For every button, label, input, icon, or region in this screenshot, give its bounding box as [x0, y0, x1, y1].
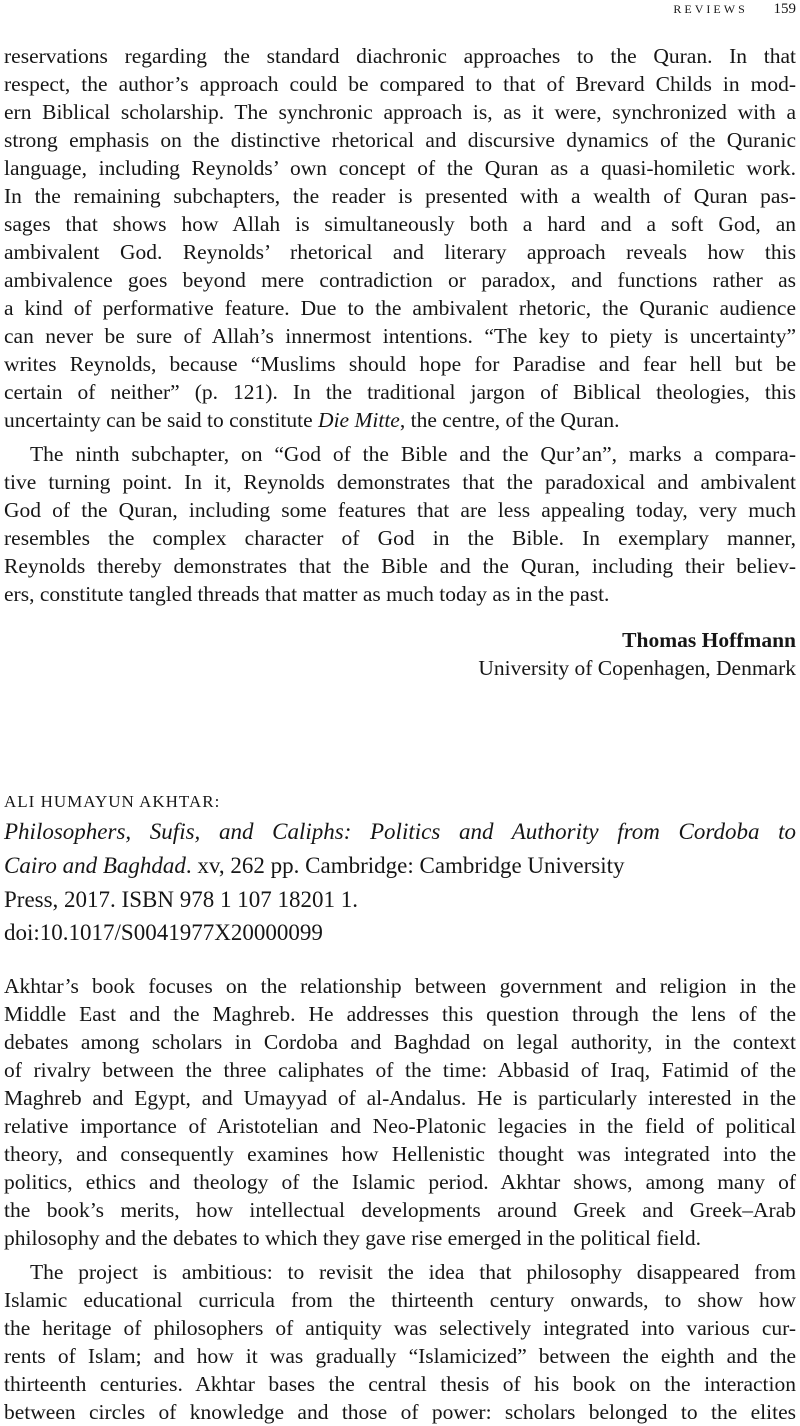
text-line: writes Reynolds, because “Muslims should hope for Paradise and fear hell but be	[4, 352, 796, 376]
text-line: Reynolds thereby demonstrates that the Bible and the Quran, including their believ-	[4, 554, 796, 578]
text-line: theory, and consequently examines how Hellenistic thought was integrated into the	[4, 1142, 796, 1166]
book-title-line	[4, 851, 796, 881]
reviewer-name: Thomas Hoffmann	[622, 628, 796, 652]
book-publication: . xv, 262 pp. Cambridge: Cambridge University	[185, 853, 625, 878]
text-line: reservations regarding the standard diachronic approaches to the Quran. In that	[4, 44, 796, 68]
running-head	[673, 0, 796, 20]
book-publication-line: Press, 2017. ISBN 978 1 107 18201 1.	[4, 887, 358, 912]
text-line: philosophy and the debates to which they gave rise emerged in the political field.	[4, 1226, 701, 1250]
text-line: politics, ethics and theology of the Islamic period. Akhtar shows, among many of	[4, 1170, 796, 1194]
text-line: strong emphasis on the distinctive rhetorical and discursive dynamics of the Quranic	[4, 128, 796, 152]
text-line: ers, constitute tangled threads that matter as much today as in the past.	[4, 582, 610, 606]
text-line: thirteenth centuries. Akhtar bases the central thesis of his book on the interaction	[4, 1372, 796, 1396]
text-line: rents of Islam; and how it was gradually “Islamicized” between the eighth and the	[4, 1344, 796, 1368]
text-line: ern Biblical scholarship. The synchronic approach is, as it were, synchronized with a	[4, 100, 796, 124]
text-line: Akhtar’s book focuses on the relationship between government and religion in the	[4, 974, 796, 998]
reviewer-affiliation: University of Copenhagen, Denmark	[478, 656, 796, 680]
text-line: The project is ambitious: to revisit the idea that philosophy disappeared from	[30, 1260, 796, 1284]
text-line: between circles of knowledge and those of power: scholars belonged to the elites	[4, 1400, 796, 1424]
text-run: , the centre, of the Quran.	[399, 408, 620, 432]
book-title-cont: Cairo and Baghdad	[4, 853, 186, 878]
text-line: the heritage of philosophers of antiquity was selectively integrated into various cur-	[4, 1316, 796, 1340]
text-line: The ninth subchapter, on “God of the Bible and the Qur’an”, marks a compara-	[30, 442, 796, 466]
text-line: Middle East and the Maghreb. He addresses this question through the lens of the	[4, 1002, 796, 1026]
text-line: of rivalry between the three caliphates of the time: Abbasid of Iraq, Fatimid of the	[4, 1058, 796, 1082]
book-title-line	[4, 817, 796, 847]
book-author: ALI HUMAYUN AKHTAR:	[4, 792, 221, 811]
page-number: 159	[773, 1, 796, 17]
italic-term: Die Mitte	[318, 408, 400, 432]
text-line: debates among scholars in Cordoba and Baghdad on legal authority, in the context	[4, 1030, 796, 1054]
text-line: a kind of performative feature. Due to the ambivalent rhetoric, the Quranic audience	[4, 296, 796, 320]
text-run: uncertainty can be said to constitute	[4, 408, 319, 432]
section-title: REVIEWS	[673, 2, 748, 16]
text-line: respect, the author’s approach could be compared to that of Brevard Childs in mod-	[4, 72, 796, 96]
text-line: Islamic educational curricula from the thirteenth century onwards, to show how	[4, 1288, 796, 1312]
text-line: In the remaining subchapters, the reader is presented with a wealth of Quran pas-	[4, 184, 796, 208]
book-title: Philosophers, Sufis, and Caliphs: Politics and Authority from Cordoba to	[4, 819, 796, 844]
text-line: certain of neither” (p. 121). In the traditional jargon of Biblical theologies, this	[4, 380, 796, 404]
text-line: God of the Quran, including some features that are less appealing today, very much	[4, 498, 796, 522]
text-line: sages that shows how Allah is simultaneously both a hard and a soft God, an	[4, 212, 796, 236]
text-line: the book’s merits, how intellectual developments around Greek and Greek–Arab	[4, 1198, 796, 1222]
text-line: ambivalent God. Reynolds’ rhetorical and literary approach reveals how this	[4, 240, 796, 264]
text-line: relative importance of Aristotelian and Neo-Platonic legacies in the field of political	[4, 1114, 796, 1138]
text-line: tive turning point. In it, Reynolds demonstrates that the paradoxical and ambivalent	[4, 470, 796, 494]
text-line: ambivalence goes beyond mere contradiction or paradox, and functions rather as	[4, 268, 796, 292]
text-line: Maghreb and Egypt, and Umayyad of al-Andalus. He is particularly interested in the	[4, 1086, 796, 1110]
text-line: resembles the complex character of God in the Bible. In exemplary manner,	[4, 526, 796, 550]
text-line: can never be sure of Allah’s innermost intentions. “The key to piety is uncertainty”	[4, 324, 796, 348]
text-line	[4, 406, 796, 434]
text-line: language, including Reynolds’ own concept of the Quran as a quasi-homiletic work.	[4, 156, 796, 180]
book-doi: doi:10.1017/S0041977X20000099	[4, 920, 323, 945]
